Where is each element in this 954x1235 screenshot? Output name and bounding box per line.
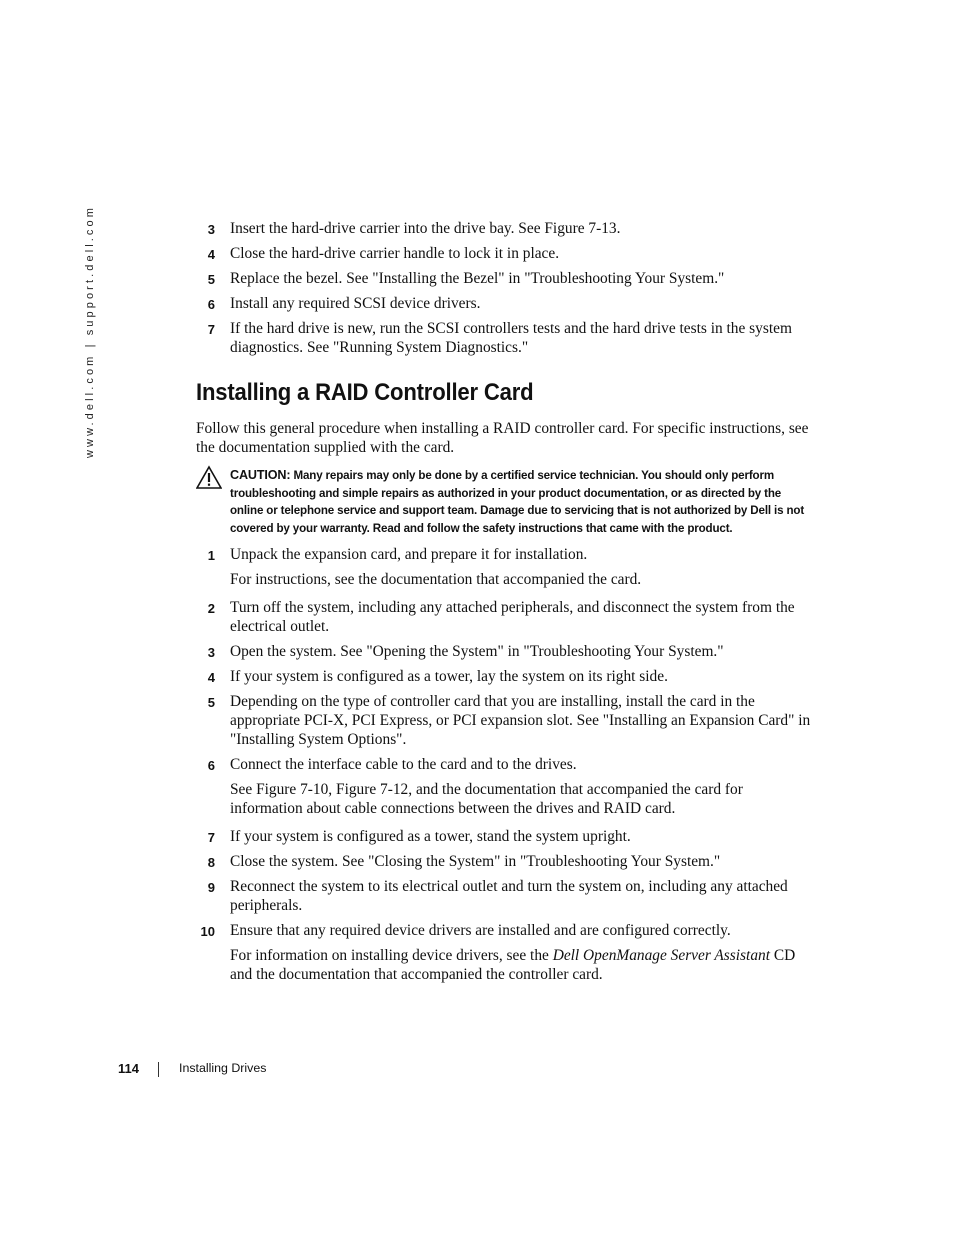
- list-item: [196, 852, 816, 871]
- step-number: 7: [207, 830, 215, 845]
- step-number: 6: [207, 297, 215, 312]
- step-text: Open the system. See "Opening the System" in "Troubleshooting Your System.": [230, 643, 724, 660]
- step-number: 6: [207, 758, 215, 773]
- step-note: See Figure 7-10, Figure 7-12, and the documentation that accompanied the card for information about cable connections between the drives and RAID card.: [230, 781, 743, 817]
- step-text: Depending on the type of controller card that you are installing, install the card in the appropriate PCI-X, PCI Express, or PCI expansion slot. See "Installing an Expansion Card" in "Installing System Options".: [230, 693, 811, 748]
- step-text: Close the hard-drive carrier handle to lock it in place.: [230, 245, 560, 262]
- list-item: [196, 921, 816, 940]
- step-number: 5: [207, 695, 215, 710]
- page-content: [196, 219, 816, 993]
- step-note-after: CD and the documentation that accompanied the controller card.: [230, 947, 796, 983]
- page-footer: [118, 1061, 267, 1076]
- step-text: Ensure that any required device drivers are installed and are configured correctly.: [230, 922, 731, 939]
- step-note-before: For information on installing device drivers, see the: [230, 947, 553, 964]
- caution-notice: [196, 467, 816, 537]
- step-note: For instructions, see the documentation that accompanied the card.: [230, 571, 642, 588]
- list-item: [196, 667, 816, 686]
- list-item: [196, 692, 816, 749]
- step-number: 10: [200, 924, 215, 939]
- step-number: 9: [207, 880, 215, 895]
- step-number: 4: [207, 670, 215, 685]
- list-item: [196, 269, 816, 288]
- list-item: [196, 294, 816, 313]
- step-text: Reconnect the system to its electrical outlet and turn the system on, including any attached peripherals.: [230, 878, 788, 914]
- warning-triangle-icon: [196, 465, 222, 489]
- list-item: [196, 877, 816, 915]
- step-text: Connect the interface cable to the card and to the drives.: [230, 756, 577, 773]
- step-number: 8: [207, 855, 215, 870]
- footer-section-title: Installing Drives: [179, 1061, 267, 1075]
- caution-label: CAUTION:: [230, 468, 291, 482]
- step-number: 3: [207, 222, 215, 237]
- step-number: 2: [207, 601, 215, 616]
- step-note-product: Dell OpenManage Server Assistant: [552, 947, 770, 964]
- step-text: Unpack the expansion card, and prepare it for installation.: [230, 546, 588, 563]
- list-item: [196, 244, 816, 263]
- step-text: Install any required SCSI device drivers.: [230, 295, 481, 312]
- section-title: Installing a RAID Controller Card: [196, 379, 534, 406]
- step-number: 4: [207, 247, 215, 262]
- sidebar-url: www.dell.com | support.dell.com: [84, 204, 96, 458]
- list-item: [196, 319, 816, 357]
- footer-divider: [158, 1062, 159, 1077]
- step-text: If the hard drive is new, run the SCSI controllers tests and the hard drive tests in the system diagnostics. See "Running System Diagnostics.": [230, 320, 792, 356]
- step-note: [196, 946, 816, 984]
- page-number: 114: [118, 1061, 139, 1076]
- step-text: Close the system. See "Closing the System" in "Troubleshooting Your System.": [230, 853, 721, 870]
- list-item: [196, 827, 816, 846]
- list-item: [196, 219, 816, 238]
- step-number: 1: [207, 548, 215, 563]
- list-item: [196, 755, 816, 774]
- step-text: Turn off the system, including any attached peripherals, and disconnect the system from the electrical outlet.: [230, 599, 795, 635]
- list-item: [196, 545, 816, 564]
- section-intro: Follow this general procedure when installing a RAID controller card. For specific instructions, see the documentation supplied with the card.: [196, 420, 809, 456]
- list-item: [196, 642, 816, 661]
- step-text: If your system is configured as a tower, stand the system upright.: [230, 828, 631, 845]
- step-text: If your system is configured as a tower, lay the system on its right side.: [230, 668, 668, 685]
- step-number: 5: [207, 272, 215, 287]
- step-text: Replace the bezel. See "Installing the Bezel" in "Troubleshooting Your System.": [230, 270, 725, 287]
- caution-text: Many repairs may only be done by a certified service technician. You should only perform troubleshooting and simple repairs as authorized in your product documentation, or as directed by the online or telephone service and support team. Damage due to servicing that is not authorized by Dell is not covered by your warranty. Read and follow the safety instructions that came with the product.: [230, 469, 805, 535]
- step-number: 3: [207, 645, 215, 660]
- step-number: 7: [207, 322, 215, 337]
- step-text: Insert the hard-drive carrier into the drive bay. See Figure 7-13.: [230, 220, 621, 237]
- list-item: [196, 598, 816, 636]
